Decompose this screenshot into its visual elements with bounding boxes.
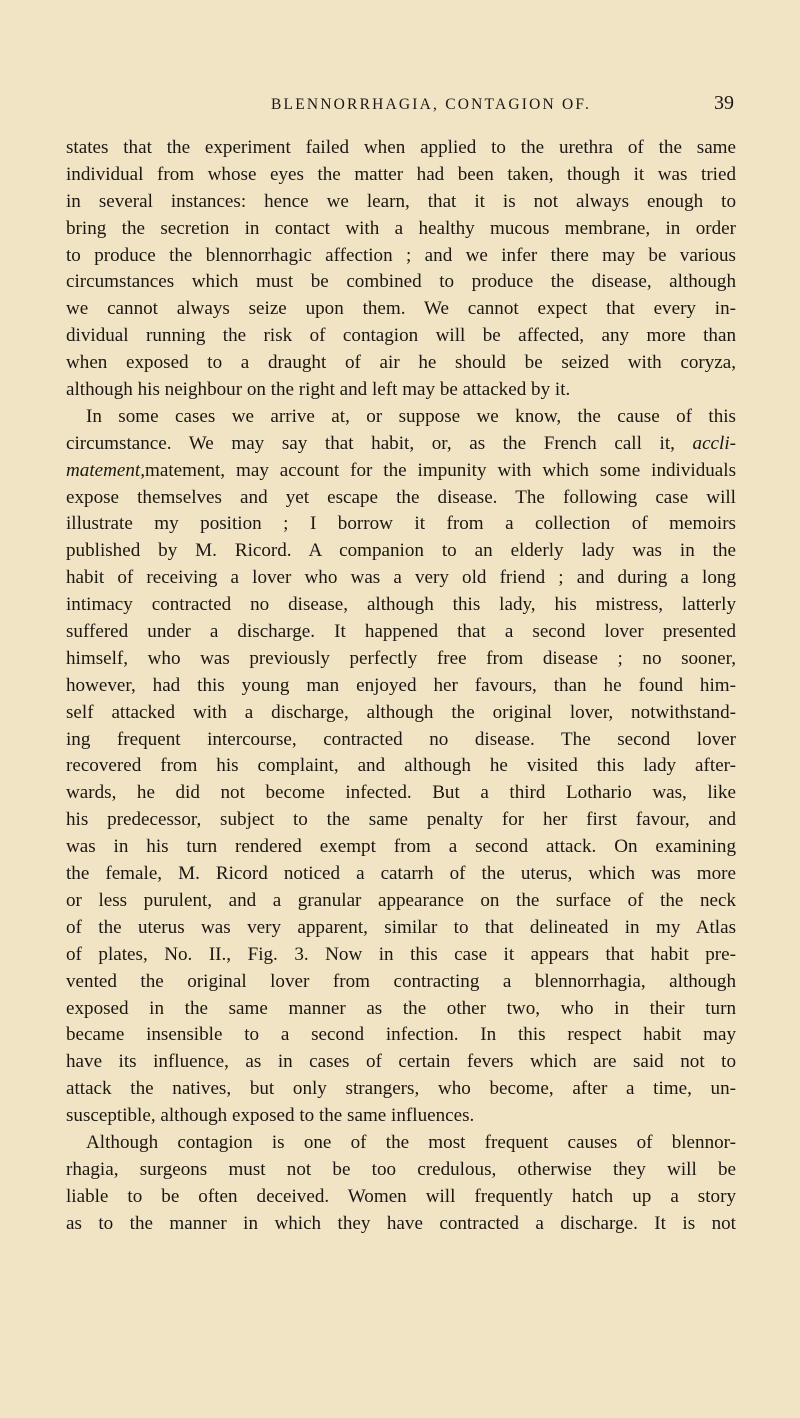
text-line: expose themselves and yet escape the disease. The following case will xyxy=(66,486,736,508)
text-line-mixed xyxy=(66,458,736,485)
text-segment: matement, may account for the impunity with which some individuals xyxy=(145,459,736,481)
text-line: wards, he did not become infected. But a third Lothario was, like xyxy=(66,782,736,804)
text-line: of plates, No. II., Fig. 3. Now in this case it appears that habit pre- xyxy=(66,943,736,965)
text-line: susceptible, although exposed to the same influences. xyxy=(66,1105,475,1127)
text-line: when exposed to a draught of air he should be seized with coryza, xyxy=(66,352,736,374)
text-line: of the uterus was very apparent, similar to that delineated in my Atlas xyxy=(66,916,736,938)
text-line: recovered from his complaint, and although he visited this lady after- xyxy=(66,755,736,777)
text-line: ing frequent intercourse, contracted no disease. The second lover xyxy=(66,728,736,750)
text-line: intimacy contracted no disease, although this lady, his mistress, latterly xyxy=(66,594,736,616)
text-line: attack the natives, but only strangers, who become, after a time, un- xyxy=(66,1078,736,1100)
text-line: or less purulent, and a granular appearance on the surface of the neck xyxy=(66,889,736,911)
text-line-mixed xyxy=(66,431,736,458)
text-line: we cannot always seize upon them. We cannot expect that every in- xyxy=(66,298,736,320)
text-line: self attacked with a discharge, although the original lover, notwithstand- xyxy=(66,701,736,723)
text-line: individual from whose eyes the matter had been taken, though it was tried xyxy=(66,163,736,185)
text-line: vented the original lover from contracting a blennorrhagia, although xyxy=(66,970,736,992)
running-head: BLENNORRHAGIA, CONTAGION OF. xyxy=(270,96,592,113)
text-line: in several instances: hence we learn, that it is not always enough to xyxy=(66,190,736,212)
text-line: circumstances which must be combined to produce the disease, although xyxy=(66,271,736,293)
italic-word: accli- xyxy=(692,432,736,454)
text-line: habit of receiving a lover who was a very old friend ; and during a long xyxy=(66,567,736,589)
text-line: however, had this young man enjoyed her favours, than he found him- xyxy=(66,674,736,696)
italic-word: matement, xyxy=(66,459,146,481)
text-line: as to the manner in which they have contracted a discharge. It is not xyxy=(66,1212,736,1234)
text-line: have its influence, as in cases of certain fevers which are said not to xyxy=(66,1051,736,1073)
text-line: In some cases we arrive at, or suppose we know, the cause of this xyxy=(86,405,736,427)
text-line: bring the secretion in contact with a healthy mucous membrane, in order xyxy=(66,217,736,239)
text-line: to produce the blennorrhagic affection ; and we infer there may be various xyxy=(66,244,736,266)
text-line: states that the experiment failed when applied to the urethra of the same xyxy=(66,137,736,158)
text-line: illustrate my position ; I borrow it from a collection of memoirs xyxy=(66,513,736,535)
text-line: himself, who was previously perfectly free from disease ; no sooner, xyxy=(66,647,736,669)
text-line: although his neighbour on the right and left may be attacked by it. xyxy=(66,379,571,401)
text-line: became insensible to a second infection. In this respect habit may xyxy=(66,1024,736,1046)
text-segment: circumstance. We may say that habit, or, as the French call it, xyxy=(66,432,693,454)
text-line: his predecessor, subject to the same penalty for her first favour, and xyxy=(66,809,736,831)
page-header xyxy=(0,92,800,120)
page-number: 39 xyxy=(714,92,734,114)
text-line: the female, M. Ricord noticed a catarrh of the uterus, which was more xyxy=(66,863,736,885)
text-line: exposed in the same manner as the other two, who in their turn xyxy=(66,997,736,1019)
text-line: was in his turn rendered exempt from a second attack. On examining xyxy=(66,836,736,858)
text-line: suffered under a discharge. It happened that a second lover presented xyxy=(66,621,736,643)
text-line: published by M. Ricord. A companion to an elderly lady was in the xyxy=(66,540,736,562)
text-line: rhagia, surgeons must not be too credulous, otherwise they will be xyxy=(66,1158,736,1180)
body-text xyxy=(66,135,736,1238)
text-line: dividual running the risk of contagion will be affected, any more than xyxy=(66,325,736,347)
text-line: liable to be often deceived. Women will frequently hatch up a story xyxy=(66,1185,736,1207)
text-line: Although contagion is one of the most frequent causes of blennor- xyxy=(86,1131,736,1153)
